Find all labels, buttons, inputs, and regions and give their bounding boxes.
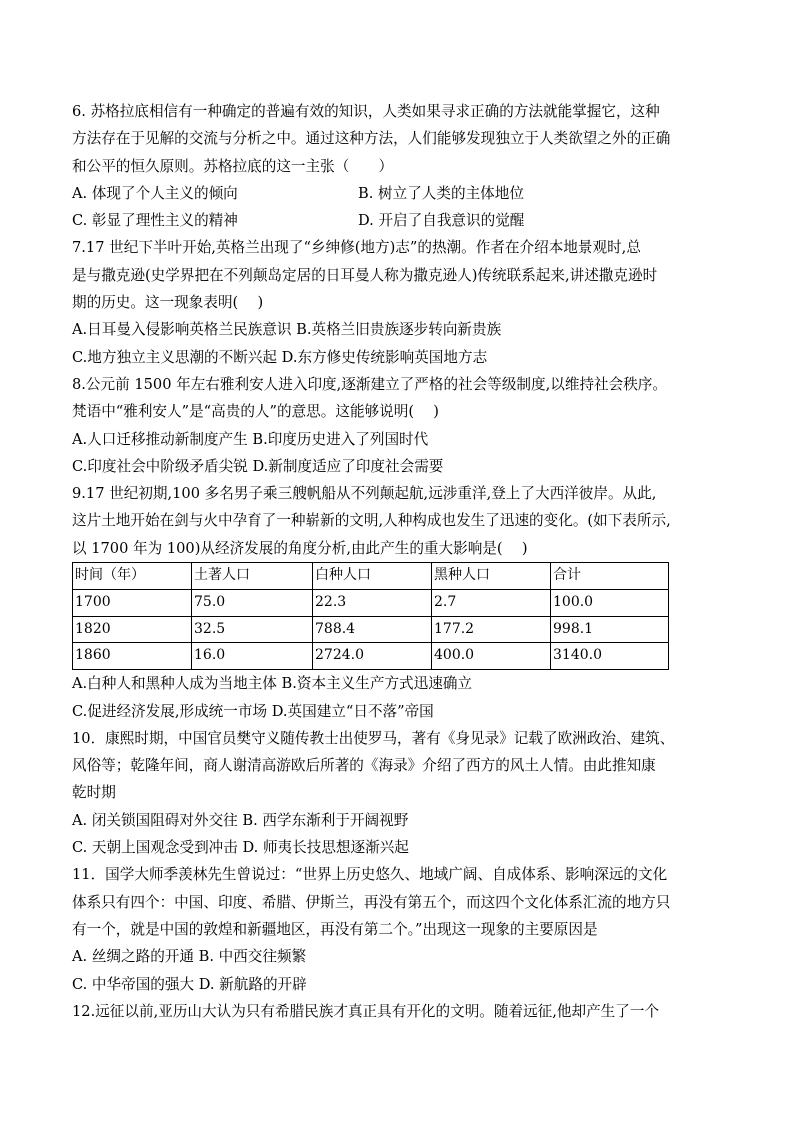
question-stem-line: 乾时期 [72,784,116,802]
table-header-cell: 白种人口 [313,563,432,590]
table-header-cell: 黑种人口 [432,563,551,590]
table-cell: 100.0 [551,589,669,616]
table-cell: 400.0 [432,643,551,670]
question-stem-line: 风俗等；乾隆年间，商人谢清高游欧后所著的《海录》介绍了西方的风土人情。由此推知康 [72,757,656,775]
option-row: C. 天朝上国观念受到冲击 D. 师夷长技思想逐渐兴起 [72,839,409,857]
question-stem-line: 8.公元前 1500 年左右雅利安人进入印度,逐渐建立了严格的社会等级制度,以维持社会秩序。 [72,375,667,393]
population-table [72,562,669,670]
question-12 [72,998,722,1025]
table-header-cell: 土著人口 [192,563,313,590]
table-cell: 998.1 [551,616,669,643]
option-row: A.日耳曼入侵影响英格兰民族意识 B.英格兰旧贵族逐步转向新贵族 [72,321,502,339]
question-stem-line: 体系只有四个：中国、印度、希腊、伊斯兰，再没有第五个，而这四个文化体系汇流的地方只 [72,893,671,911]
question-7 [72,234,722,370]
table-cell: 177.2 [432,616,551,643]
option-row: C.地方独立主义思潮的不断兴起 D.东方修史传统影响英国地方志 [72,348,488,366]
question-stem-line: 7.17 世纪下半叶开始,英格兰出现了“乡绅修(地方)志”的热潮。作者在介绍本地景观时,总 [72,239,641,257]
exam-page [72,98,722,1025]
table-header-row [73,563,669,590]
question-9 [72,480,722,725]
table-cell: 788.4 [313,616,432,643]
question-stem-line: 11．国学大师季羡林先生曾说过：“世界上历史悠久、地域广阔、自成体系、影响深远的文化 [72,866,668,884]
table-cell: 16.0 [192,643,313,670]
table-cell: 22.3 [313,589,432,616]
table-row [73,616,669,643]
question-stem-line: 6. 苏格拉底相信有一种确定的普遍有效的知识，人类如果寻求正确的方法就能掌握它，这种 [72,103,660,120]
question-stem-line: 梵语中“雅利安人”是“高贵的人”的意思。这能够说明( ) [72,403,439,421]
table-cell: 32.5 [192,616,313,643]
question-stem-line: 10．康熙时期，中国官员樊守义随传教士出使罗马，著有《身见录》记载了欧洲政治、建筑、 [72,729,675,747]
table-header-cell: 合计 [551,563,669,590]
option-row: C.印度社会中阶级矛盾尖锐 D.新制度适应了印度社会需要 [72,457,444,475]
table-header-cell: 时间（年） [73,563,192,590]
table-cell: 2.7 [432,589,551,616]
question-stem-line: 方法存在于见解的交流与分析之中。通过这种方法，人们能够发现独立于人类欲望之外的正确 [72,130,671,148]
option-row [72,207,722,234]
question-stem-line: 和公平的恒久原则。苏格拉底的这一主张（ ） [72,157,394,175]
table-cell: 2724.0 [313,643,432,670]
table-cell: 1820 [73,616,192,643]
option-row: A.人口迁移推动新制度产生 B.印度历史进入了列国时代 [72,430,429,448]
question-8 [72,371,722,480]
option-row: C.促进经济发展,形成统一市场 D.英国建立“日不落”帝国 [72,702,434,720]
question-stem-line: 期的历史。这一现象表明( ) [72,294,264,312]
option-row: A. 丝绸之路的开通 B. 中西交往频繁 [72,948,307,966]
option-b: B. 树立了人类的主体地位 [358,184,524,202]
table-cell: 3140.0 [551,643,669,670]
table-cell: 1860 [73,643,192,670]
question-stem-line: 是与撒克逊(史学界把在不列颠岛定居的日耳曼人称为撒克逊人)传统联系起来,讲述撒克逊时 [72,266,658,284]
question-stem-line: 9.17 世纪初期,100 多名男子乘三艘帆船从不列颠起航,远涉重洋,登上了大西洋彼岸。从此, [72,485,657,503]
question-stem-line: 有一个，就是中国的敦煌和新疆地区，再没有第二个。”出现这一现象的主要原因是 [72,920,598,938]
table-row [73,589,669,616]
question-stem-line: 12.远征以前,亚历山大认为只有希腊民族才真正具有开化的文明。随着远征,他却产生了一个 [72,1002,660,1020]
table-cell: 75.0 [192,589,313,616]
question-11 [72,861,722,997]
option-row: A. 闭关锁国阻碍对外交往 B. 西学东渐利于开阔视野 [72,811,409,829]
option-a: A. 体现了个人主义的倾向 [72,184,238,202]
option-row: A.白种人和黑种人成为当地主体 B.资本主义生产方式迅速确立 [72,675,473,693]
question-10 [72,725,722,861]
table-cell: 1700 [73,589,192,616]
table-row [73,643,669,670]
question-stem-line: 这片土地开始在剑与火中孕育了一种崭新的文明,人种构成也发生了迅速的变化。(如下表所示, [72,512,671,530]
option-d: D. 开启了自我意识的觉醒 [358,212,525,230]
option-row: C. 中华帝国的强大 D. 新航路的开辟 [72,975,307,993]
option-row [72,180,722,207]
question-6 [72,98,722,234]
option-c: C. 彰显了理性主义的精神 [72,212,238,230]
question-stem-line: 以 1700 年为 100)从经济发展的角度分析,由此产生的重大影响是( ) [72,539,528,557]
